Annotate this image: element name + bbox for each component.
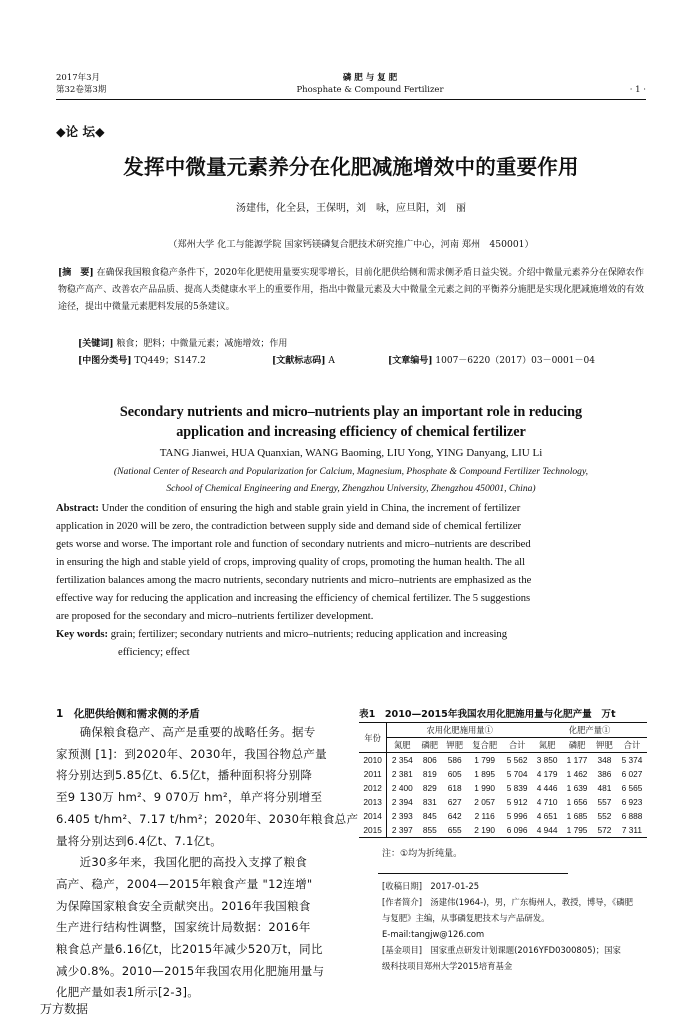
- abstract-en-line: gets worse and worse. The important role and function of secondary nutrients and micro–nutrients are described: [56, 539, 531, 550]
- table-cell: 3 850: [536, 755, 558, 765]
- table-cell: 2 400: [391, 783, 413, 793]
- affiliation-en-line1: (National Center of Research and Popularization for Calcium, Magnesium, Phosphate & Compound Fertilizer Technology,: [113, 466, 589, 477]
- section-label: ◆论 坛◆: [56, 124, 105, 139]
- table-cell: 386: [597, 769, 612, 779]
- table-cell: 5 374: [621, 755, 643, 765]
- table-cell: 2 381: [391, 769, 413, 779]
- abstract-cn-label: [摘 要]: [58, 268, 94, 278]
- table-row: [359, 753, 647, 768]
- table-cell: 2 397: [391, 825, 413, 835]
- received-date: [收稿日期] 2017-01-25: [382, 881, 480, 891]
- doc-code-value: A: [328, 356, 335, 366]
- table-row: [359, 767, 647, 781]
- body-line: 化肥产量如表1所示[2-3]。: [56, 985, 200, 1000]
- table-column-header: 氮肥: [538, 740, 556, 750]
- table-cell: 4 446: [536, 783, 558, 793]
- table-row: [359, 809, 647, 823]
- table-cell: 655: [447, 825, 462, 835]
- table-row: [359, 795, 647, 809]
- table-cell: 1 685: [566, 811, 588, 821]
- title-en-line1: Secondary nutrients and micro–nutrients play an important role in reducing: [119, 404, 583, 420]
- body-line: 至9 130万 hm²、9 070万 hm²，单产将分别增至: [56, 790, 323, 805]
- class-number: [78, 353, 206, 370]
- table-column-header: 磷肥: [421, 740, 439, 750]
- data-table: [359, 722, 647, 838]
- author-intro: 与复肥》主编，从事磷复肥技术与产品研发。: [382, 913, 550, 923]
- table-cell: 1 795: [566, 825, 588, 835]
- body-line: 生产进行结构性调整，国家统计局数据：2016年: [56, 920, 311, 935]
- table-cell: 1 177: [566, 755, 588, 765]
- table-caption: 表1 2010—2015年我国农用化肥施用量与化肥产量 万t: [359, 709, 616, 720]
- abstract-cn-text: 在确保我国粮食稳产条件下，2020年化肥使用量要实现零增长，目前化肥供给侧和需求侧矛盾日益尖锐。介绍中微量元素养分在保障农作物稳产高产、改善农产品品质、提高人类健康水平上的重要作用，指出中微量元素及大中微量全元素之间的平衡养分施肥是实现化肥减施增效的有效途径，提出中微量元素肥料发展的5条建议。: [58, 268, 644, 312]
- fund-info: [基金项目] 国家重点研发计划课题(2016YFD0300805)；国家: [382, 945, 621, 955]
- body-line: 家预测 [1]：到2020年、2030年，我国谷物总产量: [56, 746, 327, 761]
- table-cell: 557: [597, 797, 612, 807]
- header-issue: 第32卷第3期: [56, 85, 107, 95]
- table-cell: 4 651: [536, 811, 558, 821]
- table-cell: 845: [422, 811, 437, 821]
- table-column-header: 复合肥: [472, 740, 498, 750]
- abstract-en: [56, 500, 646, 662]
- table-year-cell: 2014: [359, 809, 387, 823]
- table-cell: 1 990: [474, 783, 496, 793]
- table-cell: 572: [597, 825, 612, 835]
- fund-info: 级科技项目郑州大学2015培育基金: [382, 961, 513, 971]
- abstract-en-line: application in 2020 will be zero, the contradiction between supply side and demand side of chemical fertilizer: [56, 521, 522, 532]
- table-cell: 855: [422, 825, 437, 835]
- table-cell: 586: [447, 755, 462, 765]
- table-cell: 6 888: [621, 811, 643, 821]
- table-cell: 4 944: [536, 825, 558, 835]
- authors-en: TANG Jianwei, HUA Quanxian, WANG Baoming, LIU Yong, YING Danyang, LIU Li: [159, 447, 543, 459]
- table-year-cell: 2010: [359, 753, 387, 768]
- table-row: [359, 823, 647, 838]
- table-cell: 2 116: [474, 811, 495, 821]
- footnote: [382, 878, 648, 974]
- table-year-cell: 2015: [359, 823, 387, 838]
- header-journal-cn: 磷 肥 与 复 肥: [342, 73, 398, 83]
- doc-code: [272, 353, 335, 370]
- header-date: 2017年3月: [56, 73, 101, 83]
- doc-code-label: [文献标志码]: [272, 356, 326, 366]
- abstract-en-label: Abstract:: [56, 503, 99, 514]
- page-title: 发挥中微量元素养分在化肥减施增效中的重要作用: [123, 155, 579, 179]
- table-group-header: 农用化肥施用量①: [387, 723, 532, 738]
- affiliation-en-line2: School of Chemical Engineering and Energy, Zhengzhou University, Zhengzhou 450001, China): [166, 483, 536, 494]
- body-line: 确保粮食稳产、高产是重要的战略任务。据专: [56, 725, 316, 739]
- article-number-value: 1007－6220（2017）03－0001－04: [435, 356, 595, 366]
- table-cell: 1 799: [474, 755, 496, 765]
- table-column-header: 氮肥: [394, 740, 411, 750]
- abstract-en-line: Abstract: Under the condition of ensuring the high and stable grain yield in China, the increment of fertilizer: [56, 503, 521, 514]
- body-line: 将分别达到5.85亿t、6.5亿t，播种面积将分别降: [56, 768, 313, 783]
- table-cell: 1 639: [566, 783, 588, 793]
- table-cell: 1 895: [474, 769, 496, 779]
- table-cell: 605: [447, 769, 462, 779]
- table-cell: 6 027: [621, 769, 643, 779]
- table-row: [359, 781, 647, 795]
- table-cell: 4 710: [536, 797, 558, 807]
- body-line: 减少0.8%。2010—2015年我国农用化肥施用量与: [56, 963, 325, 978]
- author-intro: [作者简介] 汤建伟(1964-)，男，广东梅州人，教授，博导，《磷肥: [382, 897, 633, 907]
- table-cell: 5 912: [506, 797, 528, 807]
- header-page-number: · 1 ·: [629, 85, 646, 95]
- table-cell: 6 096: [506, 825, 528, 835]
- abstract-en-line: effective way for reducing the application and increasing the efficiency of chemical fertilizer. The 5 suggestions: [56, 593, 531, 604]
- header-journal-en: Phosphate & Compound Fertilizer: [296, 85, 444, 95]
- author-email: E-mail:tangjw@126.com: [382, 929, 485, 939]
- authors-cn: 汤建伟，化全县，王保明，刘 咏，应旦阳，刘 丽: [236, 203, 466, 214]
- table-cell: 618: [447, 783, 462, 793]
- table-cell: 2 057: [474, 797, 496, 807]
- table-cell: 6 923: [621, 797, 643, 807]
- table-cell: 5 704: [506, 769, 528, 779]
- table-cell: 627: [447, 797, 462, 807]
- watermark: 万方数据: [40, 1002, 89, 1016]
- table-column-header: 合计: [623, 740, 641, 750]
- abstract-en-line: in ensuring the high and stable yield of crops, improving quality of crops, promoting the human health. The all: [56, 557, 526, 568]
- table-cell: 2 394: [391, 797, 413, 807]
- table-year-header: 年份: [359, 723, 387, 753]
- abstract-en-line: fertilization balances among the macro nutrients, secondary nutrients and micro–nutrients are emphasized as the: [56, 575, 532, 586]
- table-cell: 2 354: [391, 755, 413, 765]
- abstract-en-line: are proposed for the secondary and micro–nutrients fertilizer development.: [56, 611, 374, 622]
- table-cell: 819: [422, 769, 437, 779]
- table-year-cell: 2012: [359, 781, 387, 795]
- body-line: 粮食总产量6.16亿t，比2015年减少520万t，同比: [56, 942, 323, 957]
- table-cell: 5 996: [506, 811, 528, 821]
- table-cell: 6 565: [621, 783, 643, 793]
- affiliation-cn: （郑州大学 化工与能源学院 国家钙镁磷复合肥技术研究推广中心，河南 郑州 450001）: [168, 239, 534, 250]
- table-cell: 2 393: [391, 811, 413, 821]
- keywords-en-line: efficiency; effect: [118, 647, 190, 658]
- table-cell: 4 179: [536, 769, 558, 779]
- article-number: [388, 353, 595, 370]
- table-cell: 806: [422, 755, 437, 765]
- table-column-header: 磷肥: [568, 740, 586, 750]
- table-cell: 1 462: [566, 769, 588, 779]
- table-cell: 642: [447, 811, 462, 821]
- table-note: 注：①均为折纯量。: [382, 849, 463, 859]
- table-year-cell: 2011: [359, 767, 387, 781]
- table-cell: 1 656: [566, 797, 588, 807]
- body-line: 高产、稳产，2004—2015年粮食产量 "12连增": [56, 876, 313, 891]
- body-line: 量将分别达到6.4亿t、7.1亿t。: [56, 833, 222, 848]
- body-line: 为保障国家粮食安全贡献突出。2016年我国粮食: [56, 898, 311, 913]
- table-column-header: 合计: [508, 740, 526, 750]
- body-line: 6.405 t/hm²、7.17 t/hm²；2020年、2030年粮食总产: [56, 811, 359, 826]
- table-cell: 5 562: [506, 755, 528, 765]
- keywords-cn-value: 粮食；肥料；中微量元素；减施增效；作用: [116, 339, 288, 349]
- body-line: 近30多年来，我国化肥的高投入支撑了粮食: [56, 855, 308, 870]
- article-number-label: [文章编号]: [388, 356, 433, 366]
- header-rule: [56, 99, 646, 100]
- section-heading: 1 化肥供给侧和需求侧的矛盾: [56, 708, 200, 720]
- keywords-cn-label: [关键词]: [78, 339, 114, 349]
- table-group-header: 化肥产量①: [532, 723, 647, 738]
- keywords-en-line: Key words: grain; fertilizer; secondary nutrients and micro–nutrients; reducing application and increasing: [56, 629, 507, 640]
- table-cell: 481: [597, 783, 612, 793]
- class-number-label: [中图分类号]: [78, 356, 132, 366]
- table-column-header: 钾肥: [446, 740, 464, 750]
- table-cell: 829: [422, 783, 437, 793]
- title-en-line2: application and increasing efficiency of chemical fertilizer: [176, 424, 526, 440]
- class-number-value: TQ449；S147.2: [134, 356, 206, 366]
- table-cell: 2 190: [474, 825, 496, 835]
- keywords-cn: [78, 336, 287, 353]
- table-cell: 831: [422, 797, 437, 807]
- table-cell: 7 311: [621, 825, 643, 835]
- abstract-cn: [58, 265, 644, 316]
- table-cell: 5 839: [506, 783, 528, 793]
- keywords-en-label: Key words:: [56, 629, 109, 640]
- table-year-cell: 2013: [359, 795, 387, 809]
- table-cell: 348: [597, 755, 612, 765]
- body-text: [56, 722, 359, 1004]
- table-column-header: 钾肥: [596, 740, 613, 750]
- footnote-rule: [378, 873, 568, 874]
- table-cell: 552: [597, 811, 612, 821]
